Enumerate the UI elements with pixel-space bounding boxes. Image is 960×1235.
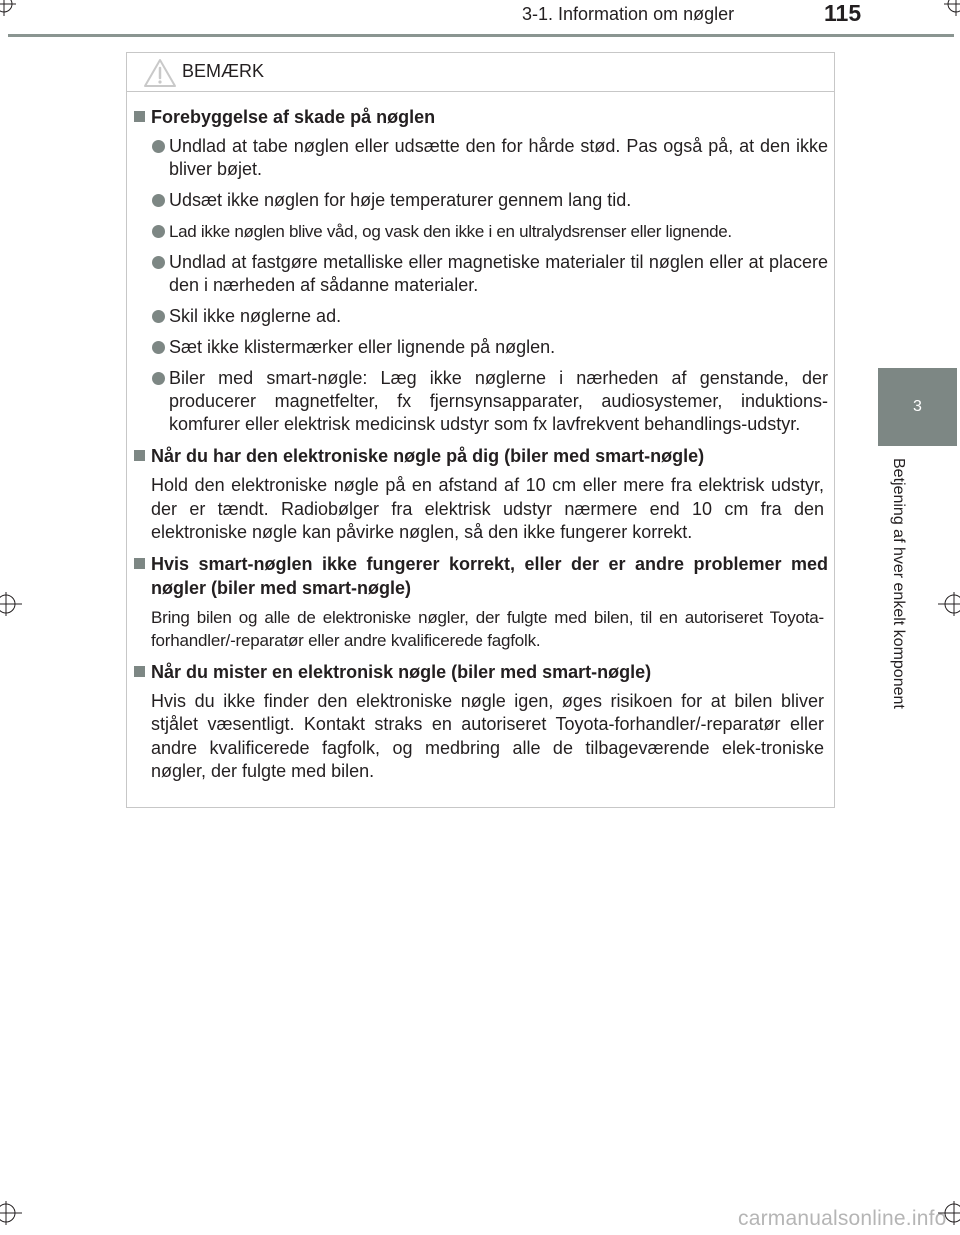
section-heading: Hvis smart-nøglen ikke fungerer korrekt, eller der er andre problemer med nøgler (biler med smart-nøgle) [127,552,836,600]
chapter-number: 3 [913,398,922,415]
section-title: 3-1. Information om nøgler [522,4,735,24]
list-item: Lad ikke nøglen blive våd, og vask den ikke i en ultralydsrenser eller lignende. [127,220,836,243]
section-paragraph: Hvis du ikke finder den elektroniske nøgle igen, øges risikoen for at bilen bliver stjålet væsentligt. Kontakt straks en autoriseret Toyota-forhandler/-reparatør eller andre kvalificerede fagfolk, og medbring alle de tilbageværende elek-troniske nøgler, der fulgte med bilen. [151,690,824,781]
round-bullet-icon [152,225,165,238]
header-rule [8,34,954,37]
square-bullet-icon [134,558,145,569]
round-bullet-icon [152,310,165,323]
round-bullet-icon [152,256,165,269]
list-item: Undlad at fastgøre metalliske eller magnetiske materialer til nøglen eller at placere den i nærheden af sådanne materialer. [127,251,836,297]
section-heading: Når du har den elektroniske nøgle på dig (biler med smart-nøgle) [127,444,836,468]
round-bullet-icon [152,372,165,385]
list-item: Biler med smart-nøgle: Læg ikke nøglerne i nærheden af genstande, der producerer magnetfelter, fx fjernsynsapparater, audiosystemer, induktions-komfurer eller elektrisk medicinsk udstyr som fx lavfrekvent behandlings-udstyr. [127,367,836,436]
list-item: Skil ikke nøglerne ad. [127,305,836,328]
round-bullet-icon [152,341,165,354]
square-bullet-icon [134,450,145,461]
note-title: BEMÆRK [182,61,265,81]
chapter-tab [878,368,957,446]
crop-mark-icon [936,0,960,24]
round-bullet-icon [152,194,165,207]
section-heading: Forebyggelse af skade på nøglen [127,105,836,129]
list-item: Undlad at tabe nøglen eller udsætte den for hårde stød. Pas også på, at den ikke bliver bøjet. [127,135,836,181]
section-paragraph: Hold den elektroniske nøgle på en afstand af 10 cm eller mere fra elektrisk udstyr, der er tændt. Radiobølger fra elektrisk udstyr nærmere end 10 cm fra den elektroniske nøgle kan påvirke nøglen, så den ikke fungerer korrekt. [151,475,824,542]
page-number: 115 [824,0,862,26]
note-box [126,52,835,808]
registration-mark-icon [0,590,24,618]
square-bullet-icon [134,111,145,122]
crop-mark-icon [0,1201,24,1235]
watermark-link[interactable]: carmanualsonline.info [738,1207,947,1230]
round-bullet-icon [152,140,165,153]
note-header [127,53,834,92]
crop-mark-icon [0,0,24,24]
warning-triangle-icon [143,58,177,88]
section-heading: Når du mister en elektronisk nøgle (biler med smart-nøgle) [127,660,836,684]
chapter-title: Betjening af hver enkelt komponent [890,458,907,709]
section-paragraph: Bring bilen og alle de elektroniske nøgler, der fulgte med bilen, til en autoriseret Toyota-forhandler/-reparatør eller andre kvalificerede fagfolk. [151,607,824,650]
square-bullet-icon [134,666,145,677]
note-content [127,105,836,791]
list-item: Udsæt ikke nøglen for høje temperaturer gennem lang tid. [127,189,836,212]
list-item: Sæt ikke klistermærker eller lignende på nøglen. [127,336,836,359]
registration-mark-icon [936,590,960,618]
